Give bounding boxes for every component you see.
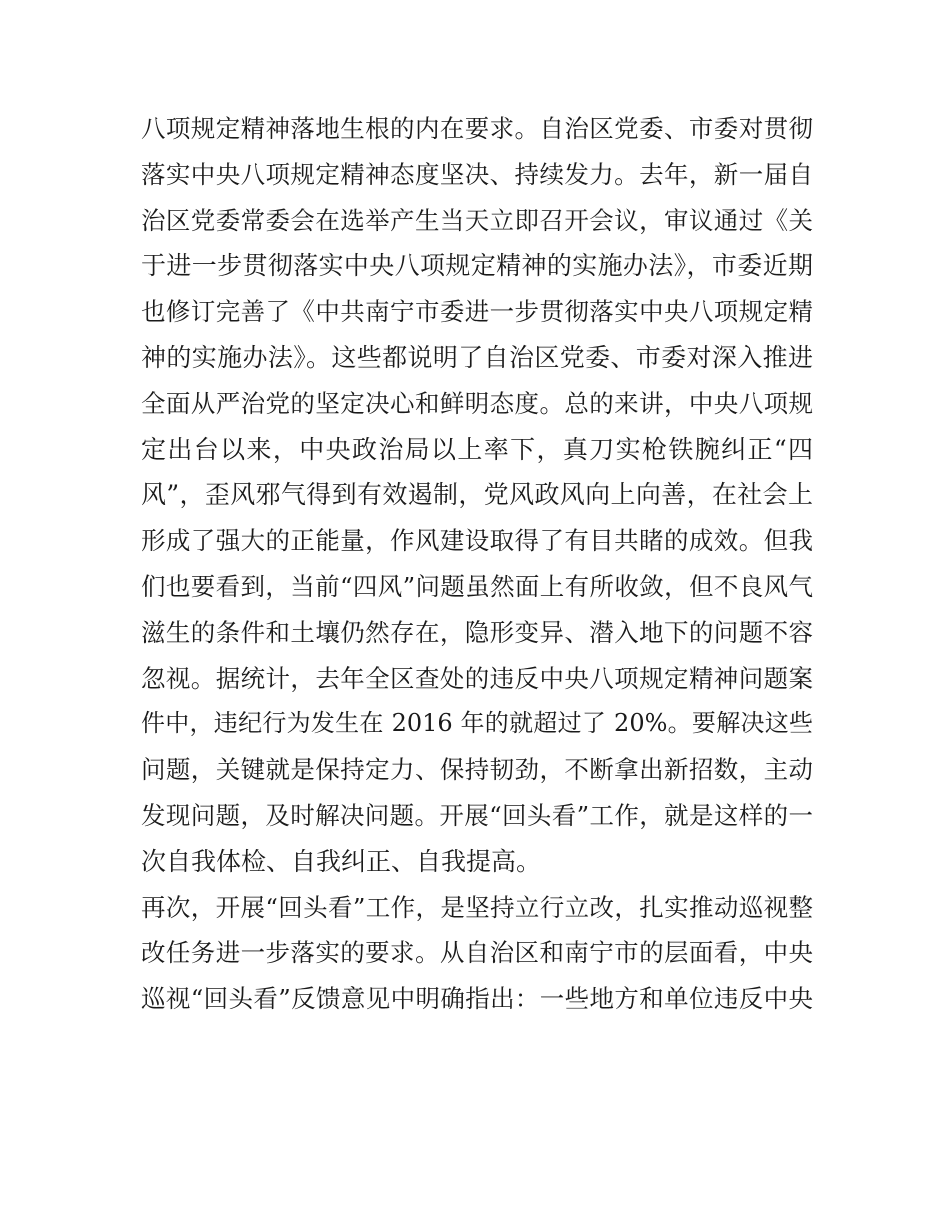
text-line: 八项规定精神落地生根的内在要求。自治区党委、市委对贯彻 xyxy=(141,114,813,143)
text-line: 形成了强大的正能量，作风建设取得了有目共睹的成效。但我 xyxy=(141,526,813,556)
text-line: 全面从严治党的坚定决心和鲜明态度。总的来讲，中央八项规 xyxy=(141,388,813,418)
text-line: 问题，关键就是保持定力、保持韧劲，不断拿出新招数，主动 xyxy=(141,755,813,785)
text-line: 于进一步贯彻落实中央八项规定精神的实施办法》，市委近期 xyxy=(141,251,813,281)
text-line: 风”，歪风邪气得到有效遏制，党风政风向上向善，在社会上 xyxy=(141,480,813,510)
text-line: 件中，违纪行为发生在 2016 年的就超过了 20%。要解决这些 xyxy=(141,709,813,738)
text-line: 巡视“回头看”反馈意见中明确指出：一些地方和单位违反中央 xyxy=(141,984,813,1014)
text-line: 改任务进一步落实的要求。从自治区和南宁市的层面看，中央 xyxy=(141,938,813,968)
text-line: 再次，开展“回头看”工作，是坚持立行立改，扎实推动巡视整 xyxy=(141,892,813,922)
body-text xyxy=(141,106,813,1022)
text-line: 也修订完善了《中共南宁市委进一步贯彻落实中央八项规定精 xyxy=(141,297,813,327)
text-line: 发现问题，及时解决问题。开展“回头看”工作，就是这样的一 xyxy=(141,800,813,830)
paragraph-end-line: 次自我体检、自我纠正、自我提高。 xyxy=(141,846,542,876)
text-line: 定出台以来，中央政治局以上率下，真刀实枪铁腕纠正“四 xyxy=(141,434,813,464)
text-line: 们也要看到，当前“四风”问题虽然面上有所收敛，但不良风气 xyxy=(141,571,813,601)
text-line: 滋生的条件和土壤仍然存在，隐形变异、潜入地下的问题不容 xyxy=(141,617,813,647)
text-line: 忽视。据统计，去年全区查处的违反中央八项规定精神问题案 xyxy=(141,663,813,693)
text-line: 落实中央八项规定精神态度坚决、持续发力。去年，新一届自 xyxy=(141,159,813,189)
text-line: 治区党委常委会在选举产生当天立即召开会议，审议通过《关 xyxy=(141,205,813,235)
text-line: 神的实施办法》。这些都说明了自治区党委、市委对深入推进 xyxy=(141,342,813,372)
